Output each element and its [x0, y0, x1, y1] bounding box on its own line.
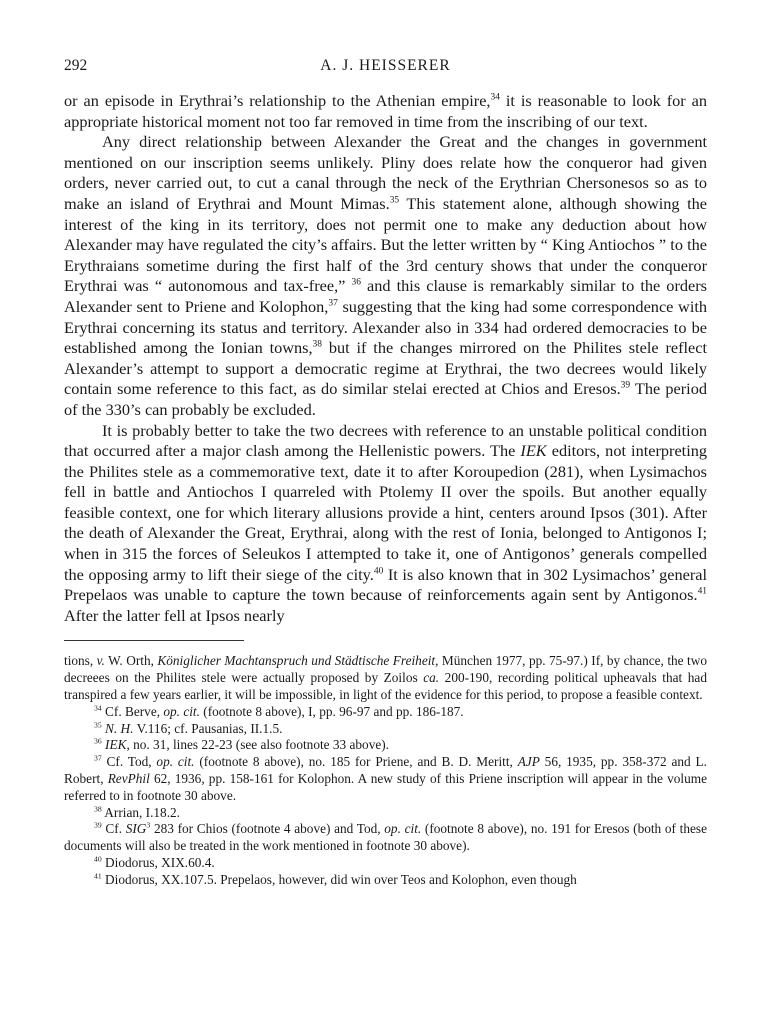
footnote-ref: 41 — [94, 871, 102, 881]
footnote-ref: 37 — [94, 753, 102, 763]
footnote-ref: 41 — [697, 586, 707, 597]
footnote-divider — [64, 640, 244, 641]
footnote-34: $^{34}$ Cf. Berve, op. cit. (footnote 8 above), I, pp. 96-97 and pp. 186-187. — [94, 703, 464, 719]
italic-text: IEK — [520, 441, 547, 461]
italic-text: op. cit. — [163, 703, 200, 719]
footnote-41: $^{41}$ Diodorus, XX.107.5. Prepelaos, however, did win over Teos and Kolophon, even though — [94, 871, 577, 887]
page-number: 292 — [64, 57, 88, 74]
footnote-37: $^{37}$ Cf. Tod, op. cit. (footnote 8 above), no. 185 for Priene, and B. D. Meritt, AJP 56, 1935, pp. 358-372 and L. Robert, RevPhil 62, 1936, pp. 158-161 for Kolophon. A new study of this Priene inscription will appear in the volume referred to in footnote 30 above. — [64, 753, 708, 803]
footnote-ref: 35 — [389, 195, 400, 206]
footnote-35: $^{35}$ N. H. V.116; cf. Pausanias, II.1.5. — [94, 720, 283, 736]
footnote-ref: 34 — [94, 703, 102, 713]
italic-text: AJP — [517, 754, 540, 770]
italic-text: N. H. — [105, 720, 134, 736]
footnote-ref: 38 — [312, 339, 322, 350]
italic-text: op. cit. — [384, 821, 422, 837]
footnote-38: $^{38}$ Arrian, I.18.2. — [94, 804, 180, 820]
footnote-continuation: tions, v. W. Orth, Königlicher Machtanspruch und Städtische Freiheit, München 1977, pp. 75-97.) If, by chance, the two decreees on the Philites stele were actually proposed by Zoilos ca. 200-190, recording political upheavals that had transpired a few years earlier, it will be impossible, in light of the evidence for this period, to propose a feasible context. — [64, 653, 707, 703]
page-header — [64, 57, 707, 79]
footnote-ref: 36 — [94, 737, 102, 746]
italic-text: ca. — [423, 670, 440, 686]
footnote-ref: 36 — [351, 277, 361, 288]
footnote-39: $^{39}$ Cf. SIG$^3$ 283 for Chios (footnote 4 above) and Tod, op. cit. (footnote 8 above), no. 191 for Eresos (both of these documents will also be treated in the work mentioned in footnote 30 above). — [64, 820, 707, 854]
paragraph-1: or an episode in Erythrai’s relationship to the Athenian empire,$^{34}$ it is reasonable to look for an appropriate historical moment not too far removed in time from the inscribing of our text. — [64, 91, 708, 131]
footnote-40: $^{40}$ Diodorus, XIX.60.4. — [94, 854, 215, 870]
paragraph-2: Any direct relationship between Alexander the Great and the changes in government mentioned on our inscription seems unlikely. Pliny does relate how the conqueror had given orders, never carried out, to cut a canal through the neck of the Erythrian Chersonesos so as to make an island of Erythrai and Mount Mimas.$^{35}$ This statement alone, although showing the interest of the king in its territory, does not permit one to make any deduction about how Alexander may have regulated the city’s affairs. But the letter written by “ King Antiochos ” to the Erythraians sometime during the first half of the 3rd century shows that under the conqueror Erythrai was “ autonomous and tax-free,” $^{36}$ and this clause is remarkably similar to the orders Alexander sent to Priene and Kolophon,$^{37}$ suggesting that the king had some correspondence with Erythrai concerning its status and territory. Alexander also in 334 had ordered democracies to be established among the Ionian towns,$^{38}$ but if the changes mirrored on the Philites stele reflect Alexander’s attempt to support a democratic regime at Erythrai, the two decrees would likely contain some reference to this fact, as do similar stelai erected at Chios and Eresos.$^{39}$ The period of the 330’s can probably be excluded. — [64, 132, 708, 419]
footnote-ref: 34 — [490, 92, 500, 103]
italic-text: v. — [96, 653, 105, 669]
main-text — [64, 91, 707, 626]
italic-text: IEK — [105, 737, 127, 753]
footnote-ref: 40 — [94, 854, 102, 864]
footnotes — [64, 653, 707, 888]
paragraph-3: It is probably better to take the two decrees with reference to an unstable political condition that occurred after a major clash among the Hellenistic powers. The IEK editors, not interpreting the Philites stele as a commemorative text, date it to after Koroupedion (281), when Lysimachos fell in battle and Antiochos I quarreled with Ptolemy II over the spoils. But another equally feasible context, one for which literary allusions provide a hint, centers around Ipsos (301). After the death of Alexander the Great, Erythrai, along with the rest of Ionia, belonged to Antigonos I; when in 315 the forces of Seleukos I attempted to take it, one of Antigonos’ generals compelled the opposing army to lift their siege of the city.$^{40}$ It is also known that in 302 Lysimachos’ general Prepelaos was unable to capture the town because of reinforcements again sent by Antigonos.$^{41}$ After the latter fell at Ipsos nearly — [64, 420, 707, 625]
footnote-36: $^{36}$ IEK, no. 31, lines 22-23 (see also footnote 33 above). — [94, 737, 390, 753]
footnote-ref: 35 — [94, 720, 102, 730]
footnote-ref: 39 — [94, 820, 102, 830]
footnote-ref: 37 — [328, 298, 338, 309]
footnote-ref: 38 — [94, 804, 102, 814]
footnote-ref: 39 — [620, 380, 631, 391]
italic-text: op. cit. — [156, 754, 195, 770]
italic-text: RevPhil — [107, 771, 150, 787]
footnote-ref: 40 — [373, 566, 384, 577]
footnote-ref: 3 — [146, 820, 151, 830]
running-head: A. J. HEISSERER — [320, 57, 451, 74]
italic-text: SIG — [125, 821, 147, 837]
italic-text: Königlicher Machtanspruch und Städtische Freiheit — [157, 653, 436, 669]
